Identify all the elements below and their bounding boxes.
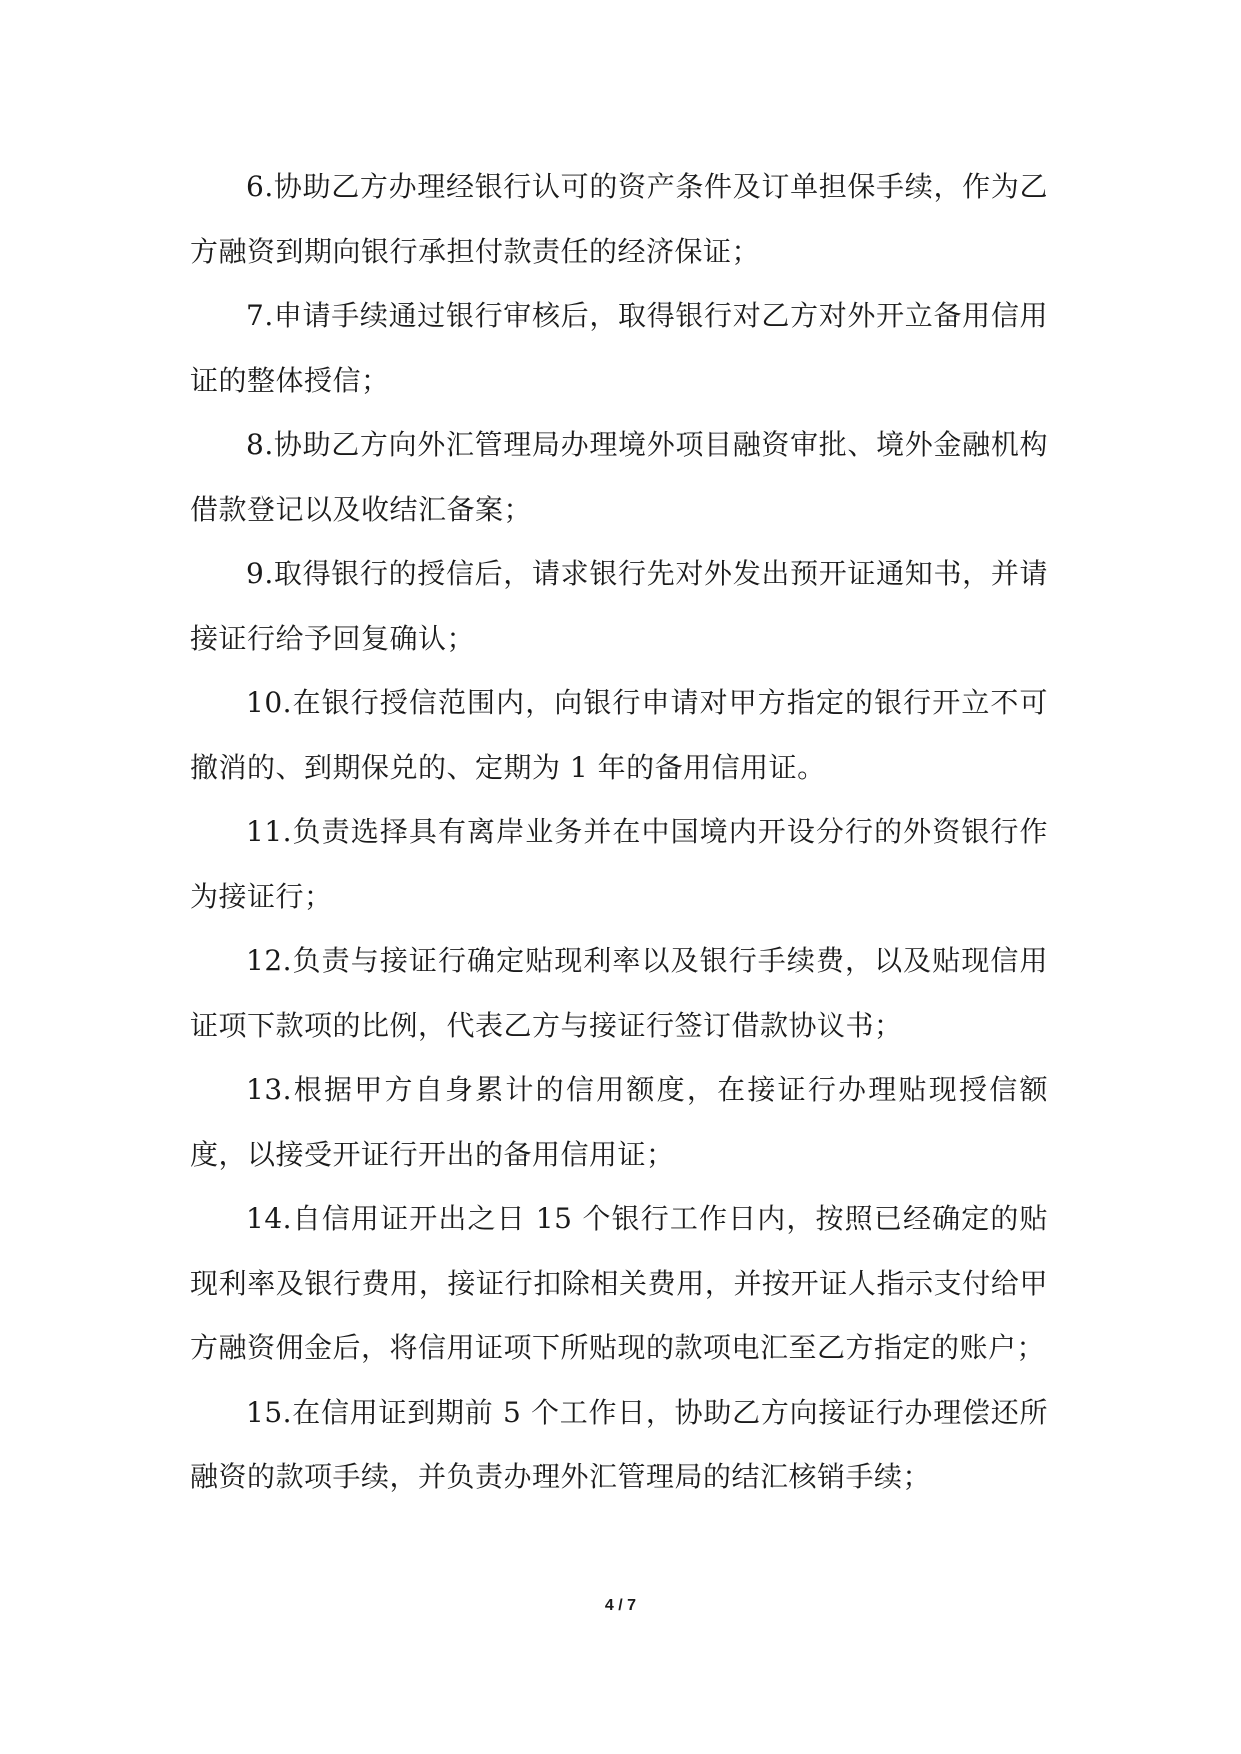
paragraph-12: 12.负责与接证行确定贴现利率以及银行手续费，以及贴现信用证项下款项的比例，代表乙方与接证行签订借款协议书； [190,944,1048,1042]
paragraph-7: 7.申请手续通过银行审核后，取得银行对乙方对外开立备用信用证的整体授信； [190,299,1048,397]
paragraph-11: 11.负责选择具有离岸业务并在中国境内开设分行的外资银行作为接证行； [190,815,1048,913]
paragraph-14: 14.自信用证开出之日 15 个银行工作日内，按照已经确定的贴现利率及银行费用，接证行扣除相关费用，并按开证人指示支付给甲方融资佣金后，将信用证项下所贴现的款项电汇至乙方指定的账户； [190,1202,1048,1364]
paragraph-8: 8.协助乙方向外汇管理局办理境外项目融资审批、境外金融机构借款登记以及收结汇备案； [190,428,1048,526]
paragraph-13: 13.根据甲方自身累计的信用额度，在接证行办理贴现授信额度，以接受开证行开出的备用信用证； [190,1073,1048,1171]
paragraph-6: 6.协助乙方办理经银行认可的资产条件及订单担保手续，作为乙方融资到期向银行承担付款责任的经济保证； [190,170,1048,268]
paragraph-15: 15.在信用证到期前 5 个工作日，协助乙方向接证行办理偿还所融资的款项手续，并负责办理外汇管理局的结汇核销手续； [190,1395,1048,1493]
document-body [190,155,1048,1510]
page-number: 4 / 7 [604,1597,637,1614]
paragraph-9: 9.取得银行的授信后，请求银行先对外发出预开证通知书，并请接证行给予回复确认； [190,557,1048,655]
paragraph-10: 10.在银行授信范围内，向银行申请对甲方指定的银行开立不可撤消的、到期保兑的、定期为 1 年的备用信用证。 [190,686,1048,784]
